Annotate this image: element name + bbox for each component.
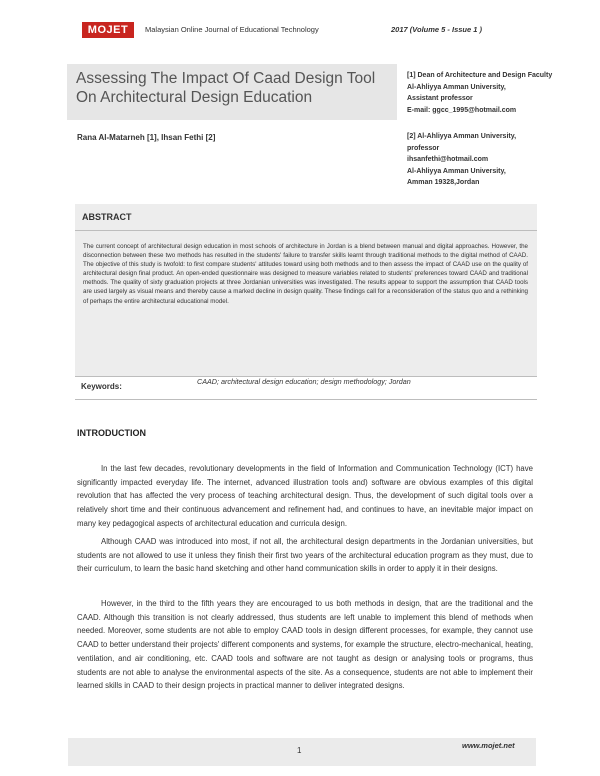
author-list: Rana Al-Matarneh [1], Ihsan Fethi [2] <box>77 133 216 142</box>
journal-name: Malaysian Online Journal of Educational Technology <box>145 25 319 34</box>
affiliation-line: Assistant professor <box>407 95 473 102</box>
affiliation-email[interactable]: ihsanfethi@hotmail.com <box>407 156 489 163</box>
abstract-heading: ABSTRACT <box>82 212 132 222</box>
abstract-text: The current concept of architectural design education in most schools of architecture in Jordan is a blend between manual and digital approaches. However, the disconnection between these two methods has resulted in the students' failure to transfer skills learnt through traditional methods to the digital method of CAAD. The objective of this study is twofold: to first compare students' attitudes toward using both methods and to then assess the impact of CAAD use on the quality of architectural design final product. An open-ended questionnaire was designed to measure variables related to students' preferences toward CAAD and traditional methods. The quality of sixty graduation projects at three Jordanian universities was investigated. The results appear to support the assumption that CAAD tools are used largely as visual means and thereby cause a marked decline in design quality. These findings call for a reconsideration of the status quo and a rethinking of perhaps the entire architectural educational model. <box>83 243 528 305</box>
keywords-text: CAAD; architectural design education; design methodology; Jordan <box>197 377 411 386</box>
paragraph: However, in the third to the fifth years they are encouraged to us both methods in design, that are the traditional and the CAAD. Although this transition is not clearly addressed, thus students are left unable to implement this blend of methods when needed. Moreover, some students are not able to employ CAAD tools in design different processes, for example, they cannot use CAAD to better understand their projects' different components and systems, for example the structure, electro-mechanical, heating, ventilation, and air conditioning, etc. CAAD tools and software are not taught as design or analysing tools or programs, thus students are not able to analyse the environmental aspects of the site. As a consequence, students are not able to implement their learned skills in CAAD to their design projects in practical manner to deliver integrated designs. <box>77 599 533 691</box>
paper-title: Assessing The Impact Of Caad Design Tool On Architectural Design Education <box>76 70 376 106</box>
issue-label: 2017 (Volume 5 - Issue 1 ) <box>391 25 483 34</box>
affiliation-line: Al-Ahliyya Amman University, <box>407 83 506 91</box>
paragraph: Although CAAD was introduced into most, if not all, the architectural design departments in the Jordanian universities, but students are not allowed to use it unless they finish their first two years of the architectural education program as they must, due to their curriculum, to learn the basic hand sketching and other hand communication skills in order to apply it in their designs. <box>77 537 533 574</box>
affiliation-line: [2] Al-Ahliyya Amman University, <box>407 133 517 140</box>
affiliation-2 <box>407 131 557 189</box>
abstract-header <box>75 204 537 231</box>
paragraph: In the last few decades, revolutionary developments in the field of Information and Communication Technology (ICT) have significantly impacted everyday life. The internet, advanced illustration tools and) software are obvious examples of this digital revolution that has affected the very process of teaching architectural design. Thus, the development of such digital tools over a relatively short time and their continuous advancement and refinement had, and continues to have, an inevitable major impact on many key pedagogical aspects of architectural education and curricula design. <box>77 464 533 528</box>
journal-logo: MOJET <box>82 22 134 38</box>
affiliation-line: Amman 19328,Jordan <box>407 179 480 186</box>
affiliation-line: professor <box>407 144 440 152</box>
introduction-heading: INTRODUCTION <box>77 428 146 438</box>
journal-website-link[interactable]: www.mojet.net <box>462 741 515 750</box>
affiliation-line: Al-Ahliyya Amman University, <box>407 167 506 175</box>
affiliation-line: [1] Dean of Architecture and Design Faculty <box>407 72 553 79</box>
keywords-label: Keywords: <box>81 382 122 391</box>
page-number: 1 <box>297 746 302 755</box>
affiliation-email[interactable]: E-mail: ggcc_1995@hotmail.com <box>407 106 517 114</box>
affiliation-1 <box>407 70 557 116</box>
